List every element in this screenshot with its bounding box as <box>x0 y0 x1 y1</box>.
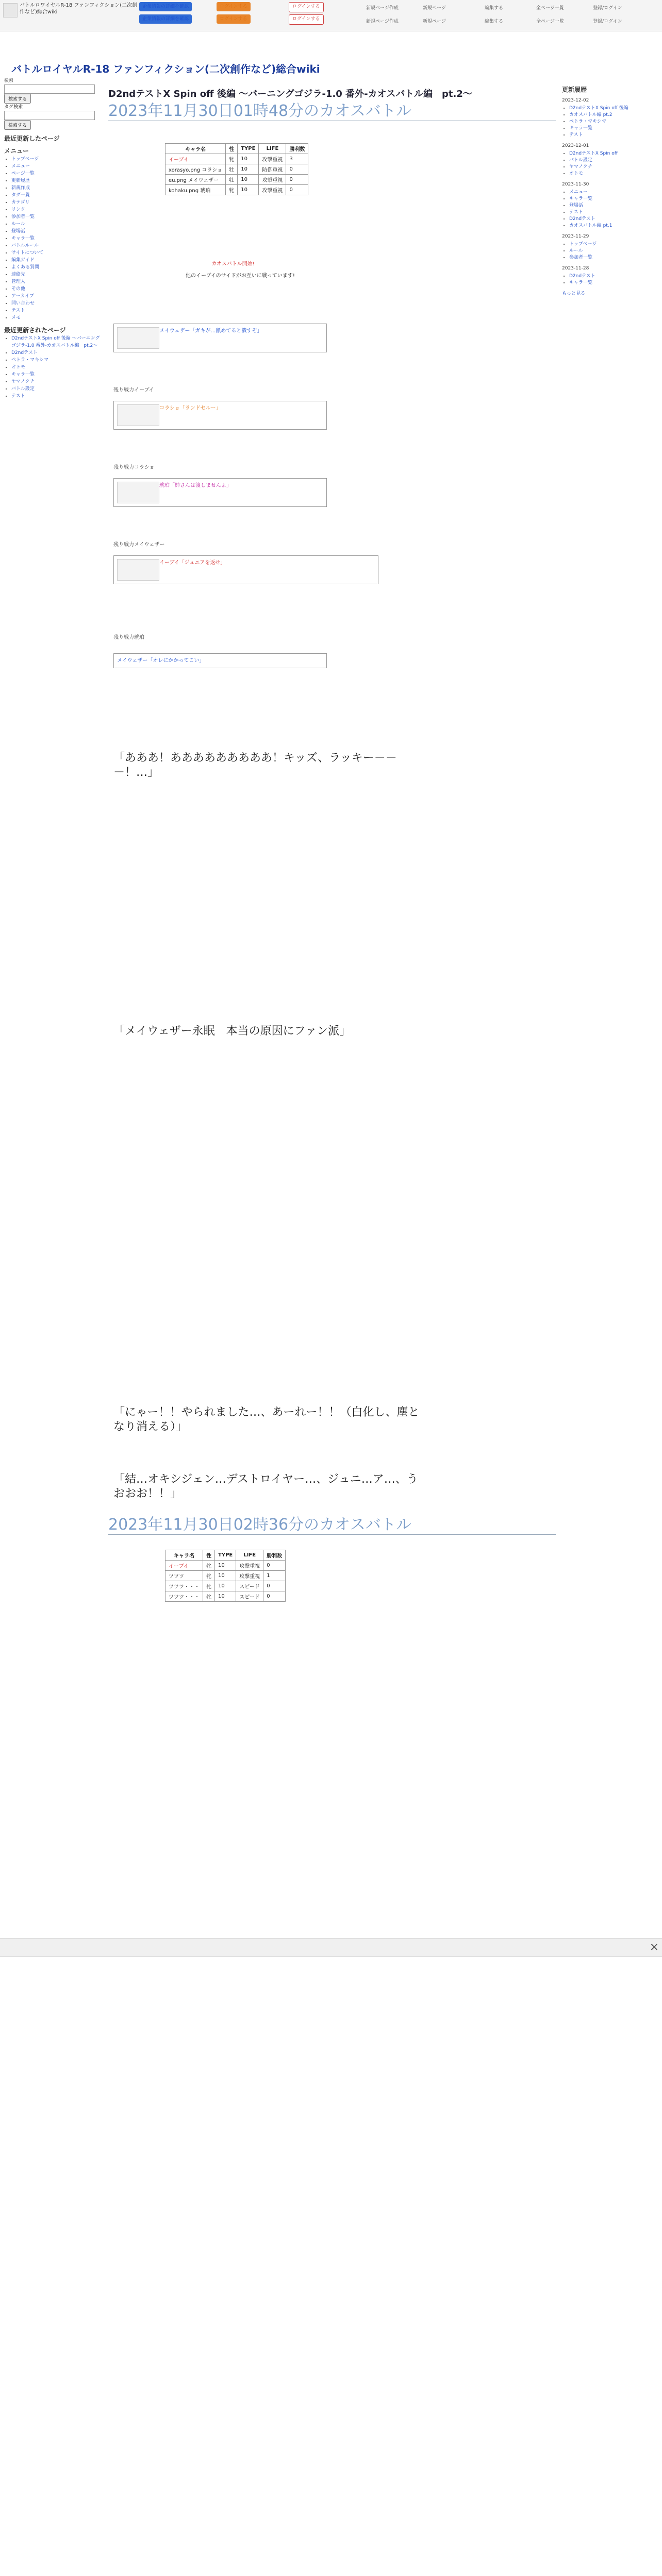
stats-table-2-wrap <box>165 1550 286 1602</box>
ad-banner <box>0 1938 662 1957</box>
battle-message <box>113 653 327 668</box>
site-logo[interactable] <box>3 3 18 18</box>
history-item[interactable]: テスト <box>569 210 583 215</box>
battle-message <box>113 555 378 584</box>
th-type: TYPE <box>215 1550 236 1561</box>
character-image <box>117 327 159 349</box>
stats-table-1-wrap <box>165 143 308 195</box>
th-life: LIFE <box>236 1550 263 1561</box>
cell: 牝 <box>226 185 238 195</box>
tag-search-label: タグ検索 <box>4 105 23 110</box>
history-item[interactable]: D2ndテストX Spin off 後編 <box>569 106 628 111</box>
history-item[interactable]: オトモ <box>569 171 584 176</box>
big-quote: 「にゃー！！やられました…、あーれー！！（白化し、塵となり消える）」 <box>113 1406 420 1433</box>
new-page-link-3[interactable]: 新規ページ作成 <box>366 19 399 24</box>
menu-item[interactable]: 問い合わせ <box>11 301 35 306</box>
history-item[interactable]: トップページ <box>569 242 597 247</box>
battle-line: イーブイ「ジュニアを返せ」 <box>159 560 226 566</box>
section-heading-1: 2023年11月30日01時48分のカオスバトル <box>108 102 556 121</box>
top-bar <box>0 0 662 31</box>
cell: 10 <box>238 185 259 195</box>
cell: 10 <box>238 175 259 185</box>
menu-item[interactable]: キャラ一覧 <box>11 236 35 241</box>
history-item[interactable]: カオスバトル編 pt.1 <box>569 223 613 228</box>
battle-intro: 他のイーブイのサイドがお互いに戦っています! <box>186 273 295 279</box>
history-date: 2023-11-29 <box>562 234 589 239</box>
cell: ツツツ <box>166 1571 203 1581</box>
register-login-link[interactable]: 登録/ログイン <box>593 6 622 11</box>
search-button[interactable]: 検索する <box>4 94 31 104</box>
phase-label: 残り戦力メイウェザー <box>113 542 165 548</box>
recent-item[interactable]: バトル設定 <box>11 386 35 392</box>
search-label: 検索 <box>4 78 14 83</box>
recent-item[interactable]: D2ndテスト <box>11 350 38 355</box>
big-quote: 「メイウェザー永眠 本当の原因にファン派」 <box>113 1025 351 1038</box>
history-date: 2023-12-01 <box>562 143 589 148</box>
history-item[interactable]: D2ndテスト <box>569 216 595 222</box>
menu-item[interactable]: ページ一覧 <box>11 171 35 176</box>
cell: 10 <box>238 164 259 175</box>
stats-table-1 <box>165 143 308 195</box>
cell: 牡 <box>226 175 238 185</box>
battle-line: メイウェザー「オレにかかってこい」 <box>117 658 205 664</box>
recent-item[interactable]: オトモ <box>11 365 26 370</box>
history-item[interactable]: ペトラ・マキシマ <box>569 119 606 124</box>
big-quote: 「結…オキシジェン…デストロイヤー…、ジュニ…ア…、うおおお！！」 <box>113 1473 418 1500</box>
history-item[interactable]: D2ndテストX Spin off <box>569 151 618 156</box>
cell: 1 <box>263 1571 286 1581</box>
page-title: D2ndテストX Spin off 後編 〜バーニングゴジラ-1.0 番外-カオスバトル編 pt.2〜 <box>108 89 472 99</box>
cell: 牝 <box>226 154 238 164</box>
menu-item[interactable]: メモ <box>11 315 21 320</box>
register-login-link-2[interactable]: 登録/ログイン <box>593 19 622 24</box>
phase-label: 残り戦力コラショ <box>113 465 155 470</box>
th-wins: 勝利数 <box>263 1550 286 1561</box>
login-button-2[interactable]: ログインする <box>217 14 251 24</box>
battle-message <box>113 401 327 430</box>
cell: kohaku.png 琥珀 <box>166 185 226 195</box>
wiki-title[interactable]: バトルロイヤルR-18 ファンフィクション(二次創作など)総合wiki <box>11 63 320 75</box>
menu-item[interactable]: 参加者一覧 <box>11 214 35 219</box>
history-item[interactable]: カオスバトル編 pt.2 <box>569 112 613 117</box>
cell: ツツツ・・・ <box>166 1581 203 1591</box>
th-sex: 性 <box>203 1550 215 1561</box>
th-type: TYPE <box>238 144 259 154</box>
cell: 防御重視 <box>259 164 286 175</box>
cell: 0 <box>263 1591 286 1602</box>
menu-item[interactable]: ルール <box>11 222 25 227</box>
th-name: キャラ名 <box>166 1550 203 1561</box>
phase-label: 残り戦力イーブイ <box>113 387 154 393</box>
cell: 牝 <box>203 1571 215 1581</box>
cell: 牝 <box>203 1581 215 1591</box>
new-page-link[interactable]: 新規ページ作成 <box>366 6 399 11</box>
cell: 牝 <box>203 1591 215 1602</box>
character-image <box>117 559 159 581</box>
recent-item[interactable]: キャラ一覧 <box>11 372 35 377</box>
history-item[interactable]: 参加者一覧 <box>569 255 593 260</box>
tag-search-input[interactable] <box>4 111 95 120</box>
cell: 10 <box>215 1571 236 1581</box>
battle-line: メイウェザー「ガキが…舐めてると潰すぞ」 <box>159 328 262 334</box>
cell: 攻撃重視 <box>236 1571 263 1581</box>
tag-search-button[interactable]: 検索する <box>4 120 31 130</box>
battle-line: コラショ「ランドセルー」 <box>159 405 221 411</box>
cell: 10 <box>215 1581 236 1591</box>
menu-item[interactable]: 新規作成 <box>11 185 30 191</box>
recent-item[interactable]: テスト <box>11 394 25 399</box>
menu-item[interactable]: タグ一覧 <box>11 193 30 198</box>
history-item[interactable]: キャラ一覧 <box>569 126 593 131</box>
menu-item[interactable]: 編集ガイド <box>11 258 35 263</box>
menu-item[interactable]: 登場話 <box>11 229 26 234</box>
recent-item[interactable]: D2ndテストX Spin off 後編 〜バーニングゴジラ-1.0 番外-カオスバトル編 pt.2〜 <box>11 336 100 348</box>
menu-item[interactable]: サイトについて <box>11 250 44 256</box>
recent-section-title: 最近更新されたページ <box>4 327 66 334</box>
search-input[interactable] <box>4 84 95 94</box>
history-item[interactable]: ヤマノクチ <box>569 164 592 170</box>
cell: xorasyo.png コラショ <box>166 164 226 175</box>
cell: 0 <box>286 164 308 175</box>
cell: eu.png メイウェザー <box>166 175 226 185</box>
cell: 0 <box>263 1581 286 1591</box>
stats-table-2 <box>165 1550 286 1602</box>
th-life: LIFE <box>259 144 286 154</box>
right-sidebar <box>562 87 655 297</box>
cell: 10 <box>238 154 259 164</box>
company-info-button[interactable]: 企業情報の詳細を確認 <box>139 2 192 11</box>
site-name[interactable]: バトルロワイヤルR-18 ファンフィクション(二次創作など)総合wiki <box>20 3 138 15</box>
history-date: 2023-11-30 <box>562 182 589 187</box>
character-image <box>117 482 159 503</box>
menu-title: メニュー <box>4 147 29 155</box>
battle-message <box>113 478 327 507</box>
edit-link[interactable]: 編集する <box>485 6 504 11</box>
section-heading-2: 2023年11月30日02時36分のカオスバトル <box>108 1516 556 1535</box>
cell: イーブイ <box>166 1561 203 1571</box>
edit-link-2[interactable]: 編集する <box>485 19 504 24</box>
history-item[interactable]: メニュー <box>569 190 588 195</box>
menu-item[interactable]: 更新履歴 <box>11 178 30 183</box>
history-title: 更新履歴 <box>562 86 587 93</box>
menu-item[interactable]: カテゴリ <box>11 200 30 205</box>
cell: 牝 <box>203 1561 215 1571</box>
cell: スピード <box>236 1581 263 1591</box>
login-outline-button-2[interactable]: ログインする <box>289 14 324 25</box>
character-image <box>117 404 159 426</box>
cell: 攻撃重視 <box>259 185 286 195</box>
cell: 3 <box>286 154 308 164</box>
menu-item[interactable]: リンク <box>11 207 25 212</box>
cell: 0 <box>286 185 308 195</box>
history-item[interactable]: テスト <box>569 132 583 138</box>
cell: 10 <box>215 1591 236 1602</box>
main-content <box>108 87 556 1600</box>
history-item[interactable]: バトル設定 <box>569 158 592 163</box>
cell: 10 <box>215 1561 236 1571</box>
menu-item[interactable]: バトルルール <box>11 243 39 248</box>
all-pages-link-2[interactable]: 全ページ一覧 <box>536 19 564 24</box>
left-sidebar <box>4 77 100 400</box>
cell: 0 <box>263 1561 286 1571</box>
cell: 攻撃重視 <box>236 1561 263 1571</box>
battle-line: 琥珀「姉さんは渡しませんよ」 <box>159 483 231 488</box>
battle-start: カオスバトル開始! <box>211 261 255 267</box>
cell: 0 <box>286 175 308 185</box>
history-date: 2023-12-02 <box>562 98 589 103</box>
cell: 攻撃重視 <box>259 154 286 164</box>
history-item[interactable]: D2ndテスト <box>569 274 595 279</box>
recent-item[interactable]: ペトラ・マキシマ <box>11 358 48 363</box>
login-outline-button[interactable]: ログインする <box>289 2 324 12</box>
menu-item[interactable]: メニュー <box>11 164 30 169</box>
history-item[interactable]: キャラ一覧 <box>569 196 593 201</box>
more-link[interactable]: もっと見る <box>562 291 586 296</box>
cell: イーブイ <box>166 154 226 164</box>
menu-item[interactable]: よくある質問 <box>11 265 40 270</box>
big-quote: 「あああ！あああああああああ！キッズ、ラッキー－－－！…」 <box>113 752 397 779</box>
menu-item[interactable]: トップページ <box>11 157 39 162</box>
recent-item[interactable]: ヤマノクチ <box>11 379 35 384</box>
battle-message <box>113 324 327 352</box>
all-pages-link[interactable]: 全ページ一覧 <box>536 6 564 11</box>
company-info-button-2[interactable]: 企業情報の詳細を確認 <box>139 14 192 24</box>
cell: ツツツ・・・ <box>166 1591 203 1602</box>
cell: 牡 <box>226 164 238 175</box>
cell: 攻撃重視 <box>259 175 286 185</box>
menu-item[interactable]: テスト <box>11 308 25 313</box>
menu-item[interactable]: アーカイブ <box>11 294 35 299</box>
history-date: 2023-11-28 <box>562 266 589 271</box>
menu-item[interactable]: その他 <box>11 286 26 292</box>
menu-item[interactable]: 連絡先 <box>11 272 26 277</box>
menu-list <box>11 156 100 321</box>
history-item[interactable]: ルール <box>569 248 583 253</box>
th-sex: 性 <box>226 144 238 154</box>
th-name: キャラ名 <box>166 144 226 154</box>
close-icon[interactable]: × <box>649 1941 659 1954</box>
new-page-link-2[interactable]: 新規ページ <box>423 6 446 11</box>
recent-list <box>11 335 100 400</box>
menu-item[interactable]: 管理人 <box>11 279 26 284</box>
th-wins: 勝利数 <box>286 144 308 154</box>
login-button[interactable]: ログインする <box>217 2 251 11</box>
history-item[interactable]: キャラ一覧 <box>569 280 593 285</box>
history-item[interactable]: 登場話 <box>569 203 584 208</box>
phase-label: 残り戦力琥珀 <box>113 635 144 640</box>
cell: スピード <box>236 1591 263 1602</box>
new-page-link-4[interactable]: 新規ページ <box>423 19 446 24</box>
recent-label: 最近更新したページ <box>4 135 60 142</box>
